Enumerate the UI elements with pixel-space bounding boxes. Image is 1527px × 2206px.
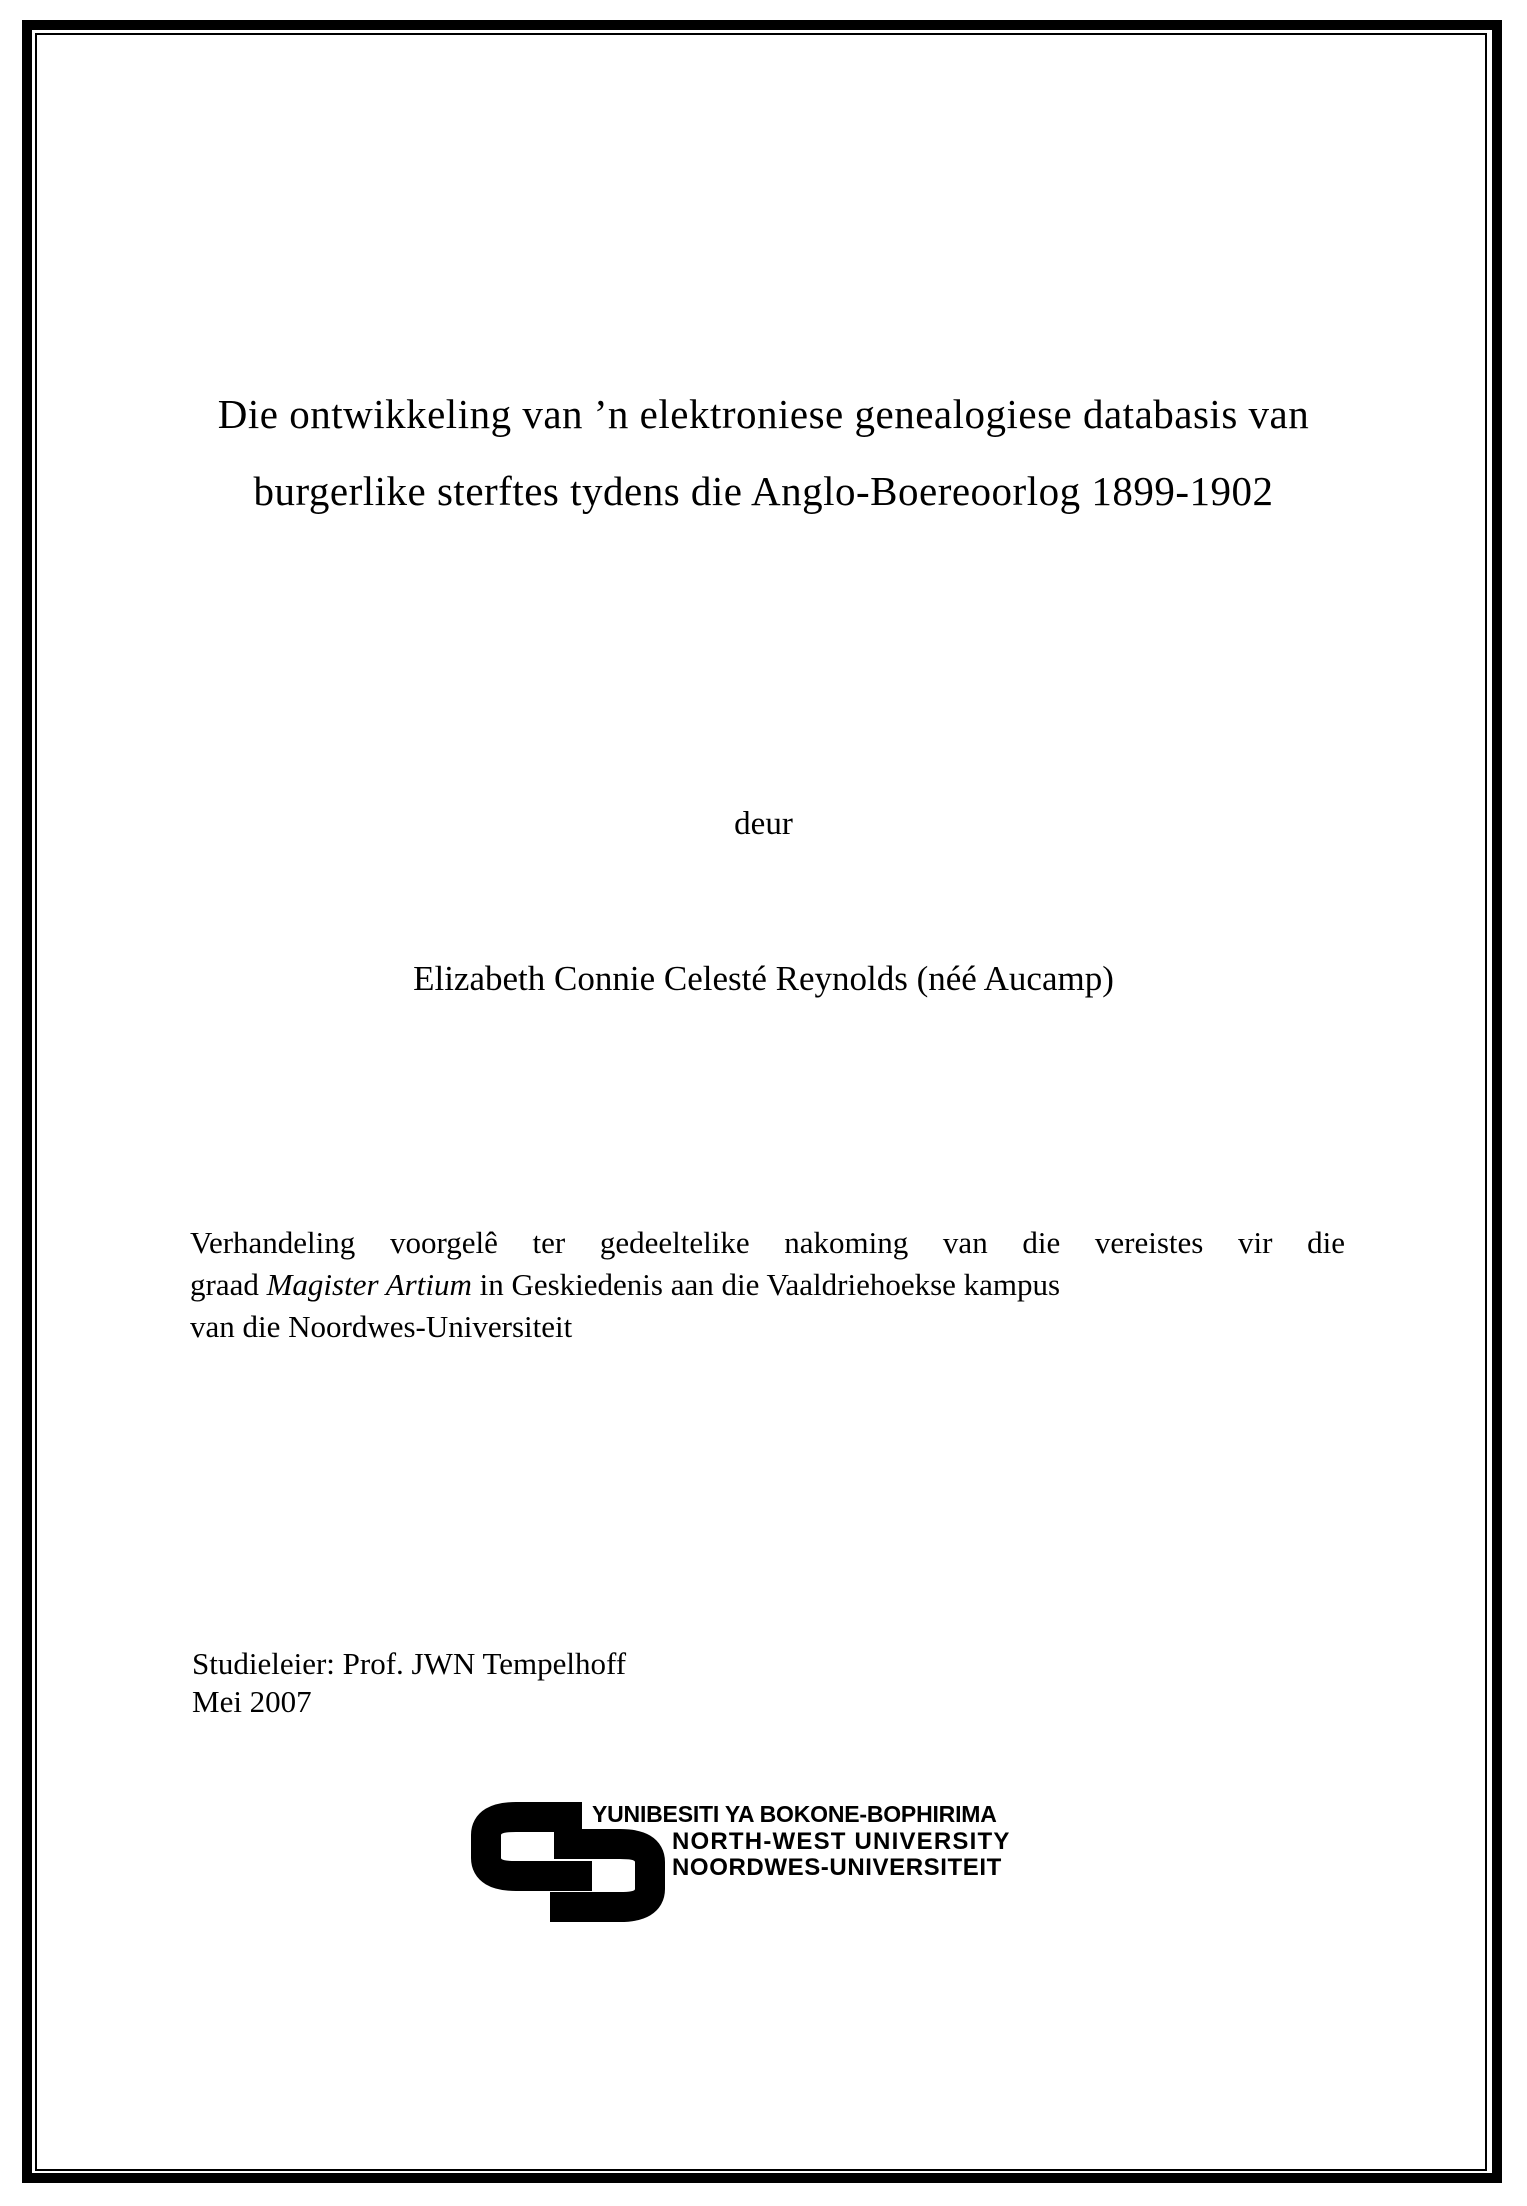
logo-text-setswana: YUNIBESITI YA BOKONE-BOPHIRIMA	[592, 1801, 997, 1827]
degree-statement	[190, 1222, 1345, 1348]
degree-statement-line2	[190, 1264, 1345, 1306]
thesis-title	[90, 376, 1437, 530]
logo-text-afrikaans: NOORDWES-UNIVERSITEIT	[672, 1854, 1002, 1881]
supervisor-line: Studieleier: Prof. JWN Tempelhoff	[192, 1646, 627, 1681]
author-name: Elizabeth Connie Celesté Reynolds (néé Aucamp)	[413, 959, 1114, 998]
logo-text-english: NORTH-WEST UNIVERSITY	[672, 1828, 1011, 1855]
degree-statement-line1: Verhandeling voorgelê ter gedeeltelike nakoming van die vereistes vir die	[190, 1225, 1345, 1260]
degree-name-italic: Magister Artium	[266, 1267, 472, 1302]
degree-statement-line2-prefix: graad	[190, 1267, 267, 1302]
degree-statement-line2-suffix: in Geskiedenis aan die Vaaldriehoekse kampus	[471, 1267, 1061, 1302]
date-line: Mei 2007	[192, 1684, 312, 1719]
byline-deur: deur	[734, 806, 793, 842]
thesis-title-line2: burgerlike sterftes tydens die Anglo-Boereoorlog 1899-1902	[253, 468, 1274, 514]
thesis-title-line1: Die ontwikkeling van ’n elektroniese genealogiese databasis van	[217, 391, 1310, 437]
degree-statement-line3: van die Noordwes-Universiteit	[190, 1309, 573, 1344]
